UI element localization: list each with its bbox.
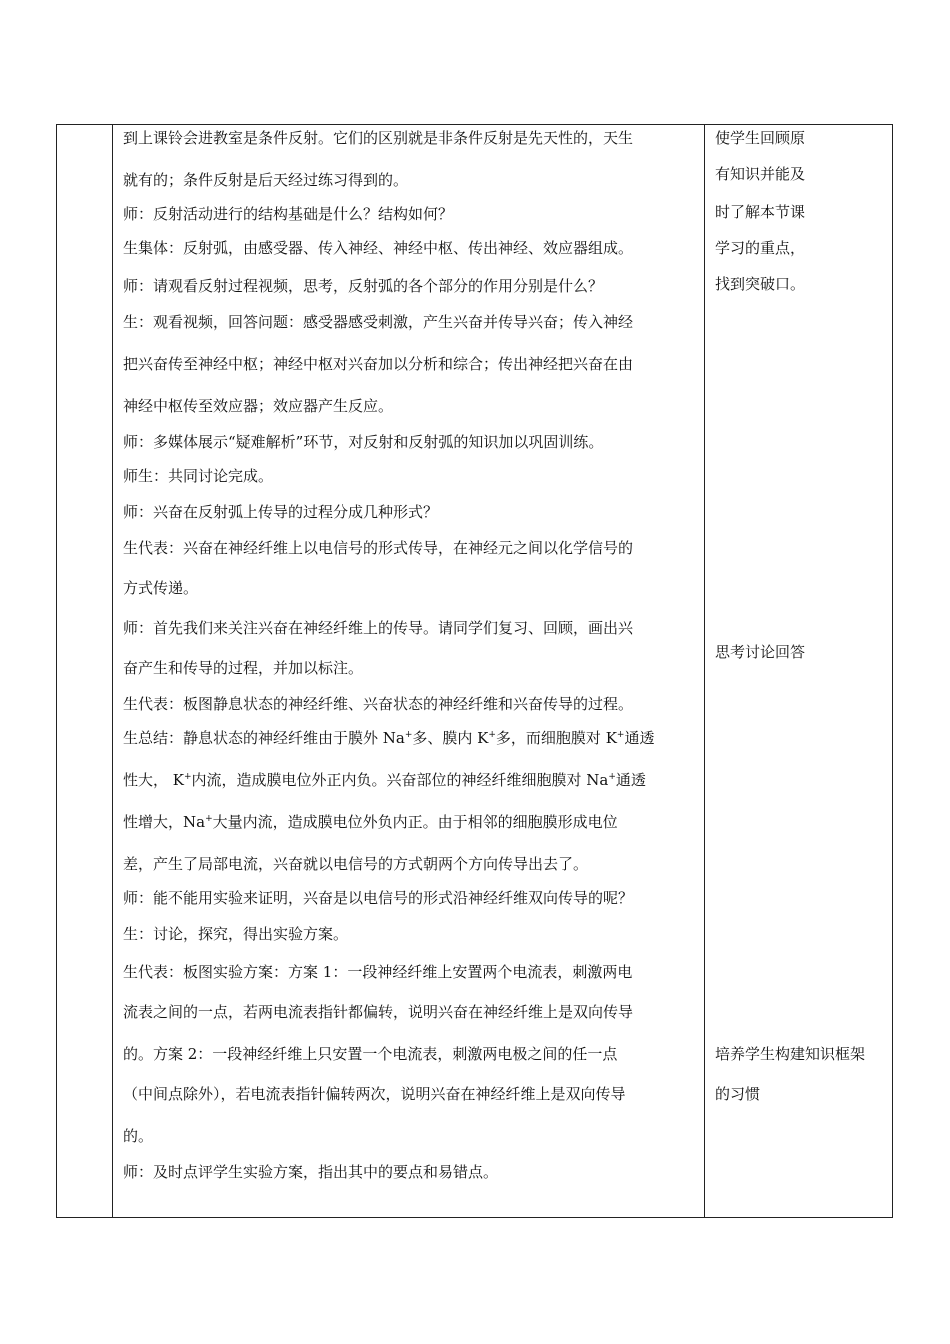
note-line: 学习的重点， (715, 239, 806, 257)
main-text-line: 生代表：板图静息状态的神经纤维、兴奋状态的神经纤维和兴奋传导的过程。 (123, 695, 634, 713)
main-text-line: 把兴奋传至神经中枢；神经中枢对兴奋加以分析和综合；传出神经把兴奋在由 (123, 355, 634, 373)
main-text-line-with-ions: 性增大，Na+大量内流，造成膜电位外负内正。由于相邻的细胞膜形成电位 (123, 813, 618, 831)
main-text-line: 的。 (123, 1127, 154, 1145)
main-text-line: （中间点除外），若电流表指针偏转两次，说明兴奋在神经纤维上是双向传导 (123, 1085, 626, 1103)
main-text-line: 生集体：反射弧，由感受器、传入神经、神经中枢、传出神经、效应器组成。 (123, 239, 634, 257)
main-text-line: 师：反射活动进行的结构基础是什么？结构如何？ (123, 205, 454, 223)
note-line: 培养学生构建知识框架 (715, 1045, 866, 1063)
lesson-table (56, 124, 893, 1218)
note-line: 的习惯 (715, 1085, 761, 1103)
main-text-line-with-ions: 生总结：静息状态的神经纤维由于膜外 Na+多、膜内 K+多，而细胞膜对 K+通透 (123, 729, 655, 747)
main-text-line-with-ions: 性大， K+内流，造成膜电位外正内负。兴奋部位的神经纤维细胞膜对 Na+通透 (123, 771, 646, 789)
main-text-line: 生：观看视频，回答问题：感受器感受刺激，产生兴奋并传导兴奋；传入神经 (123, 313, 634, 331)
superscript-plus: + (616, 730, 625, 740)
column-divider-left (112, 125, 113, 1217)
note-line: 时了解本节课 (715, 203, 806, 221)
main-text-line: 的。方案 2：一段神经纤维上只安置一个电流表，刺激两电极之间的任一点 (123, 1045, 618, 1063)
main-text-line: 差，产生了局部电流，兴奋就以电信号的方式朝两个方向传导出去了。 (123, 855, 589, 873)
main-text-line: 生代表：板图实验方案：方案 1：一段神经纤维上安置两个电流表，刺激两电 (123, 963, 633, 981)
main-text-line: 师：请观看反射过程视频，思考，反射弧的各个部分的作用分别是什么？ (123, 277, 604, 295)
superscript-plus: + (404, 730, 413, 740)
main-text-line: 师：首先我们来关注兴奋在神经纤维上的传导。请同学们复习、回顾，画出兴 (123, 619, 634, 637)
note-line: 思考讨论回答 (715, 643, 806, 661)
main-text-line: 方式传递。 (123, 579, 199, 597)
main-text-line: 师：多媒体展示“疑难解析”环节，对反射和反射弧的知识加以巩固训练。 (123, 433, 604, 451)
main-text-line: 师：能不能用实验来证明，兴奋是以电信号的形式沿神经纤维双向传导的呢？ (123, 889, 634, 907)
note-line: 有知识并能及 (715, 165, 806, 183)
superscript-plus: + (205, 814, 213, 824)
main-text-line: 就有的；条件反射是后天经过练习得到的。 (123, 171, 409, 189)
main-text-line: 奋产生和传导的过程，并加以标注。 (123, 659, 364, 677)
main-text-line: 生代表：兴奋在神经纤维上以电信号的形式传导，在神经元之间以化学信号的 (123, 539, 634, 557)
main-text-line: 师：兴奋在反射弧上传导的过程分成几种形式？ (123, 503, 439, 521)
note-line: 使学生回顾原 (715, 129, 806, 147)
superscript-plus: + (488, 730, 496, 740)
main-text-line: 师生：共同讨论完成。 (123, 467, 274, 485)
superscript-plus: + (608, 772, 616, 782)
main-text-line: 到上课铃会进教室是条件反射。它们的区别就是非条件反射是先天性的，天生 (123, 129, 634, 147)
superscript-plus: + (183, 772, 192, 782)
main-text-line: 流表之间的一点，若两电流表指针都偏转，说明兴奋在神经纤维上是双向传导 (123, 1003, 634, 1021)
column-divider-right (704, 125, 705, 1217)
note-line: 找到突破口。 (715, 275, 806, 293)
main-text-line: 生：讨论，探究，得出实验方案。 (123, 925, 349, 943)
main-text-line: 师：及时点评学生实验方案，指出其中的要点和易错点。 (123, 1163, 499, 1181)
main-text-line: 神经中枢传至效应器；效应器产生反应。 (123, 397, 394, 415)
